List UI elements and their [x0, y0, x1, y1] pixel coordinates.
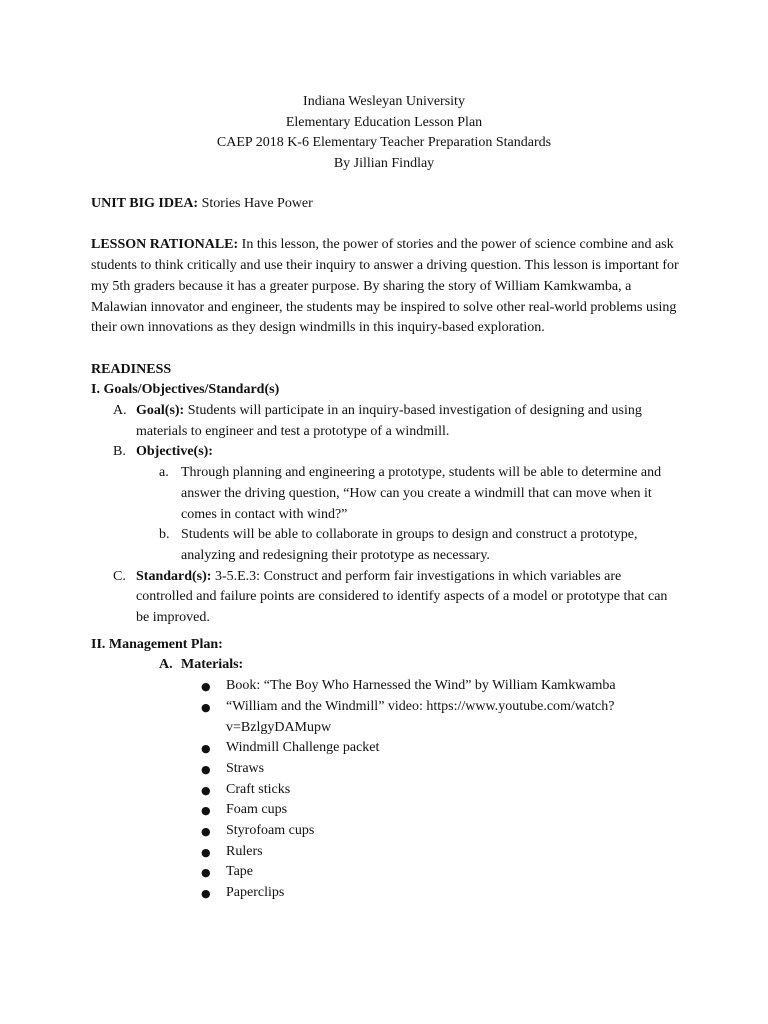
author-line: By Jillian Findlay	[333, 156, 435, 172]
goal-item	[91, 401, 681, 442]
standards-title: CAEP 2018 K-6 Elementary Teacher Preparation Standards	[216, 135, 552, 151]
objectives-item	[91, 442, 681, 463]
list-item	[91, 738, 681, 759]
objectives-label: Objective(s):	[136, 444, 213, 460]
bullet-icon: ●	[201, 742, 211, 756]
list-item	[91, 883, 681, 904]
standards-label: Standard(s):	[136, 568, 212, 584]
readiness-heading	[91, 360, 681, 381]
bullet-icon: ●	[201, 887, 211, 901]
materials-list	[91, 676, 681, 904]
list-item	[91, 842, 681, 863]
management-heading	[91, 635, 681, 656]
bullet-icon: ●	[201, 762, 211, 776]
standards-text: 3-5.E.3: Construct and perform fair investigations in which variables are controlled and failure points are considered to identify aspects of a model or prototype that can be improved.	[136, 568, 668, 626]
rationale-label: LESSON RATIONALE:	[91, 237, 239, 253]
material-text: Windmill Challenge packet	[226, 740, 380, 756]
standards-marker: C.	[113, 568, 126, 584]
material-text: Paperclips	[226, 885, 285, 901]
bullet-icon: ●	[201, 680, 211, 694]
university-name: Indiana Wesleyan University	[303, 94, 465, 109]
goal-marker: A.	[113, 403, 127, 418]
material-text: Craft sticks	[226, 781, 291, 797]
bullet-icon: ●	[201, 783, 211, 797]
rationale-text: In this lesson, the power of stories and the power of science combine and ask students to think critically and use their inquiry to answer a driving question. This lesson is important for my 5th graders because it has a greater purpose. By sharing the story of William Kamkwamba, a Malawian innovator and engineer, the students may be inspired to solve other real-world problems using their own innovations as they design windmills in this inquiry-based exploration.	[91, 237, 679, 336]
list-item	[91, 821, 681, 842]
goal-label: Goal(s):	[136, 403, 185, 418]
goal-text: Students will participate in an inquiry-based investigation of designing and using materials to engineer and test a prototype of a windmill.	[136, 403, 642, 439]
objective-b-text: Students will be able to collaborate in groups to design and construct a prototype, analyzing and redesigning their prototype as necessary.	[181, 527, 638, 563]
objective-a	[91, 463, 681, 525]
bullet-icon: ●	[201, 866, 211, 880]
list-item	[91, 800, 681, 821]
objective-a-text: Through planning and engineering a prototype, students will be able to determine and answer the driving question, “How can you create a windmill that can move when it comes in contact with wind?”	[181, 465, 662, 522]
document-header	[0, 92, 768, 175]
readiness-heading-text: READINESS	[91, 361, 172, 377]
material-text: Tape	[226, 864, 254, 880]
goals-section-heading-text: I. Goals/Objectives/Standard(s)	[91, 382, 280, 398]
objective-a-marker: a.	[159, 465, 169, 481]
material-text: Styrofoam cups	[226, 823, 315, 839]
material-text: Book: “The Boy Who Harnessed the Wind” by William Kamkwamba	[226, 678, 616, 694]
bullet-icon: ●	[201, 845, 211, 859]
standards-item	[91, 567, 681, 629]
lesson-rationale	[91, 235, 681, 339]
list-item	[91, 780, 681, 801]
bullet-icon: ●	[201, 804, 211, 818]
document-body	[91, 194, 681, 904]
objective-b-marker: b.	[159, 527, 170, 543]
material-text: Straws	[226, 760, 265, 776]
list-item	[91, 676, 681, 697]
management-heading-text: II. Management Plan:	[91, 636, 223, 652]
materials-item	[91, 655, 681, 676]
materials-label: Materials:	[181, 657, 244, 673]
big-idea-label: UNIT BIG IDEA:	[91, 196, 199, 211]
material-text: Rulers	[226, 843, 263, 859]
list-item	[91, 862, 681, 883]
materials-marker-text: A.	[159, 657, 173, 673]
material-text: “William and the Windmill” video: https://www.youtube.com/watch?v=BzlgyDAMupw	[226, 698, 615, 735]
bullet-icon: ●	[201, 700, 211, 714]
big-idea-text: Stories Have Power	[198, 196, 313, 211]
goals-section-heading	[91, 380, 681, 401]
material-text: Foam cups	[226, 802, 288, 818]
unit-big-idea	[91, 194, 681, 215]
objectives-marker: B.	[113, 444, 126, 460]
objective-b	[91, 525, 681, 566]
list-item	[91, 759, 681, 780]
bullet-icon: ●	[201, 825, 211, 839]
list-item	[91, 697, 681, 738]
plan-title: Elementary Education Lesson Plan	[285, 114, 483, 130]
materials-marker	[159, 655, 173, 676]
